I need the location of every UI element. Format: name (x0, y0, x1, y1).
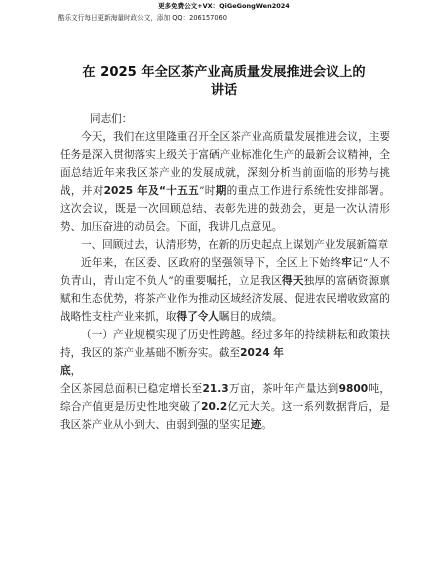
section-heading-1: 一、回顾过去，认清形势，在新的历史起点上谋划产业发展新篇章 (81, 239, 389, 251)
bold-year: 2025 年 (103, 185, 149, 197)
paragraph-intro (60, 128, 390, 236)
bold-run: 得天 (282, 275, 304, 287)
text-run: 万亩，茶叶年产量达到 (228, 383, 339, 395)
stat-area: 21.3 (202, 383, 229, 395)
text-run: 亿元大关。这一系列数据背后，是我区茶产业从小到大、由弱到强的坚实足 (60, 401, 390, 431)
text-run: 。 (261, 419, 272, 431)
bold-plan: 十五五 (165, 185, 200, 197)
text-run: （一）产业规模实现了历史性跨越。经过多年的持续耕耘和政策扶持，我区的茶产业基础不断夯实。截至 (60, 329, 390, 359)
salutation: 同志们： (90, 113, 133, 125)
bold-run: 底 (60, 365, 71, 377)
text-run: 吨，综合产值更是历史性地突破了 (60, 383, 391, 413)
stat-output: 9800 (338, 383, 369, 395)
text-run: 独厚的富硒资源禀赋和生态优势，将茶产业作为推动区域经济发展、促进农民增收致富的战略性支柱产业来抓，取 (60, 275, 391, 323)
text-run: 瞩目的成绩。 (218, 311, 283, 323)
document-title (40, 64, 408, 100)
title-line-1: 在 2025 年全区茶产业高质量发展推进会议上的 (82, 65, 366, 80)
bold-run: 牢 (341, 257, 353, 269)
promo-subline: 酷乐文行每日更新海量时政公文，添加 QQ：206157060 (58, 14, 227, 22)
bold-run: 得了令人 (176, 311, 219, 323)
paragraph-stats (60, 380, 390, 434)
promo-banner: 更多免费公文+VX：QiGeGongWen2024 (158, 2, 290, 10)
title-line-2: 讲话 (210, 83, 238, 98)
paragraph-review (60, 254, 390, 326)
text-run: 全区茶园总面积已稳定增长至 (60, 383, 203, 395)
bold-year: 2024 年 (240, 347, 284, 359)
text-run: 近年来，在区委、区政府的坚强领导下，全区上下始终 (81, 257, 342, 269)
subsection-heading-1 (60, 326, 390, 380)
bold-run: 及“ (148, 185, 166, 197)
text-run: 记“人不负青山，青山定不负人”的重要嘱托，立足我区 (60, 257, 391, 287)
text-run: ”时 (199, 185, 216, 197)
text-run: 今天，我们在这里隆重召开全区茶产业高质量发展推进会议，主要任务是深入贯彻落实上级关于富硒产业标准化生产的最新会议精神，全面总结近年来我区茶产业的发展成就，深刻分析当前面临的形势与挑战，并对 (60, 131, 390, 197)
bold-run: 迹 (250, 419, 262, 431)
stat-value: 20.2 (201, 401, 228, 413)
text-run: ， (70, 365, 82, 377)
text-run: 的重点工作进行系统性安排部署。这次会议，既是一次回顾总结、表彰先进的鼓劲会，更是一次认清形势、加压奋进的动员会。下面，我讲几点意见。 (60, 185, 391, 233)
bold-run: 期 (215, 185, 227, 197)
document-body (60, 128, 390, 434)
